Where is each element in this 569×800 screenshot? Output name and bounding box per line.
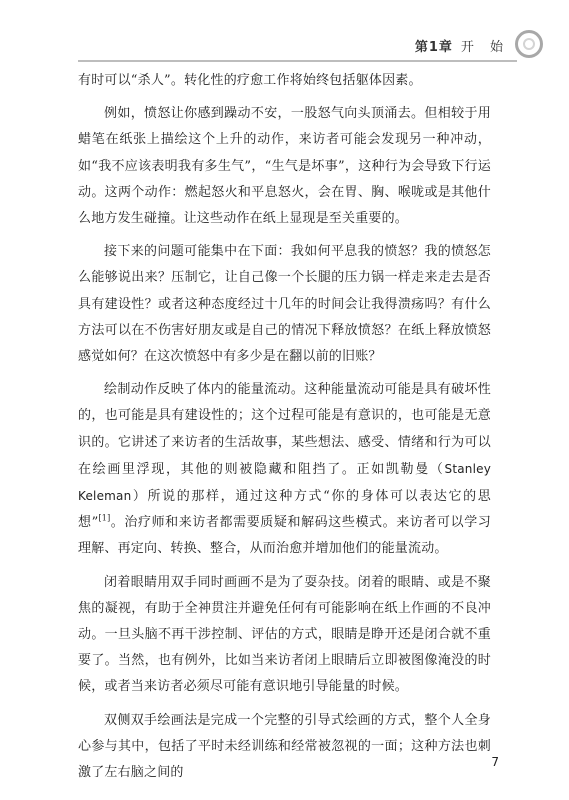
chapter-number: 第1章 bbox=[414, 40, 453, 55]
chapter-title: 开 始 bbox=[460, 40, 509, 55]
energy-text-middle: ）所说的那样，通过这种方式“你的身体可以表达它的思想” bbox=[78, 489, 491, 531]
running-header bbox=[0, 0, 569, 66]
header-rule bbox=[78, 60, 517, 62]
paragraph-anger-example: 例如，愤怒让你感到躁动不安，一股怒气向头顶涌去。但相较于用蜡笔在纸张上描绘这个上升的动作，来访者可能会发现另一种冲动，如“我不应该表明我有多生气”，“生气是坏事”，这种行为会导致下行运动。这两个动作：燃起怒火和平息怒火，会在胃、胸、喉咙或是其他什么地方发生碰撞。让这些动作在纸上显现是至关重要的。 bbox=[78, 106, 491, 227]
footnote-ref: [1] bbox=[98, 513, 111, 523]
energy-text-before: 绘制动作反映了体内的能量流动。这种能量流动可能是具有破坏性的，也可能是具有建设性的；这个过程可能是有意识的，也可能是无意识的。它讲述了来访者的生活故事，某些想法、感受、情绪和行为可以在绘画里浮现，其他的则被隐藏和阻挡了。正如凯勒曼（ bbox=[78, 382, 491, 477]
paragraph-energy-flow bbox=[78, 377, 491, 562]
paragraph-bilateral-drawing: 双侧双手绘画法是完成一个完整的引导式绘画的方式，整个人全身心参与其中，包括了平时未经训练和经常被忽视的一面；这种方法也刺激了左右脑之间的 bbox=[78, 712, 491, 781]
paragraph-questions: 接下来的问题可能集中在下面：我如何平息我的愤怒？我的愤怒怎么能够说出来？压制它，让自己像一个长腿的压力锅一样走来走去是否具有建设性？或者这种态度经过十几年的时间会让我得溃疡吗？有什么方法可以在不伤害好朋友或是自己的情况下释放愤怒？在纸上释放愤怒感觉如何？在这次愤怒中有多少是在翻以前的旧账？ bbox=[78, 244, 491, 365]
body-text bbox=[78, 68, 491, 793]
chapter-ring-icon bbox=[515, 30, 543, 58]
energy-text-after: 。治疗师和来访者都需要质疑和解码这些模式。来访者可以学习理解、再定向、转换、整合，从而治愈并增加他们的能量流动。 bbox=[78, 515, 492, 557]
author-name: Stanley Keleman bbox=[78, 461, 491, 504]
paragraph-continued: 有时可以“杀人”。转化性的疗愈工作将始终包括躯体因素。 bbox=[78, 73, 422, 88]
chapter-label bbox=[415, 36, 509, 55]
page-number: 7 bbox=[491, 755, 499, 769]
paragraph-closed-eyes: 闭着眼睛用双手同时画画不是为了耍杂技。闭着的眼睛、或是不聚焦的凝视，有助于全神贯注并避免任何有可能影响在纸上作画的不良冲动。一旦头脑不再干涉控制、评估的方式，眼睛是睁开还是闭合就不重要了。当然，也有例外，比如当来访者闭上眼睛后立即被图像淹没的时候，或者当来访者必须尽可能有意识地引导能量的时候。 bbox=[78, 574, 491, 695]
